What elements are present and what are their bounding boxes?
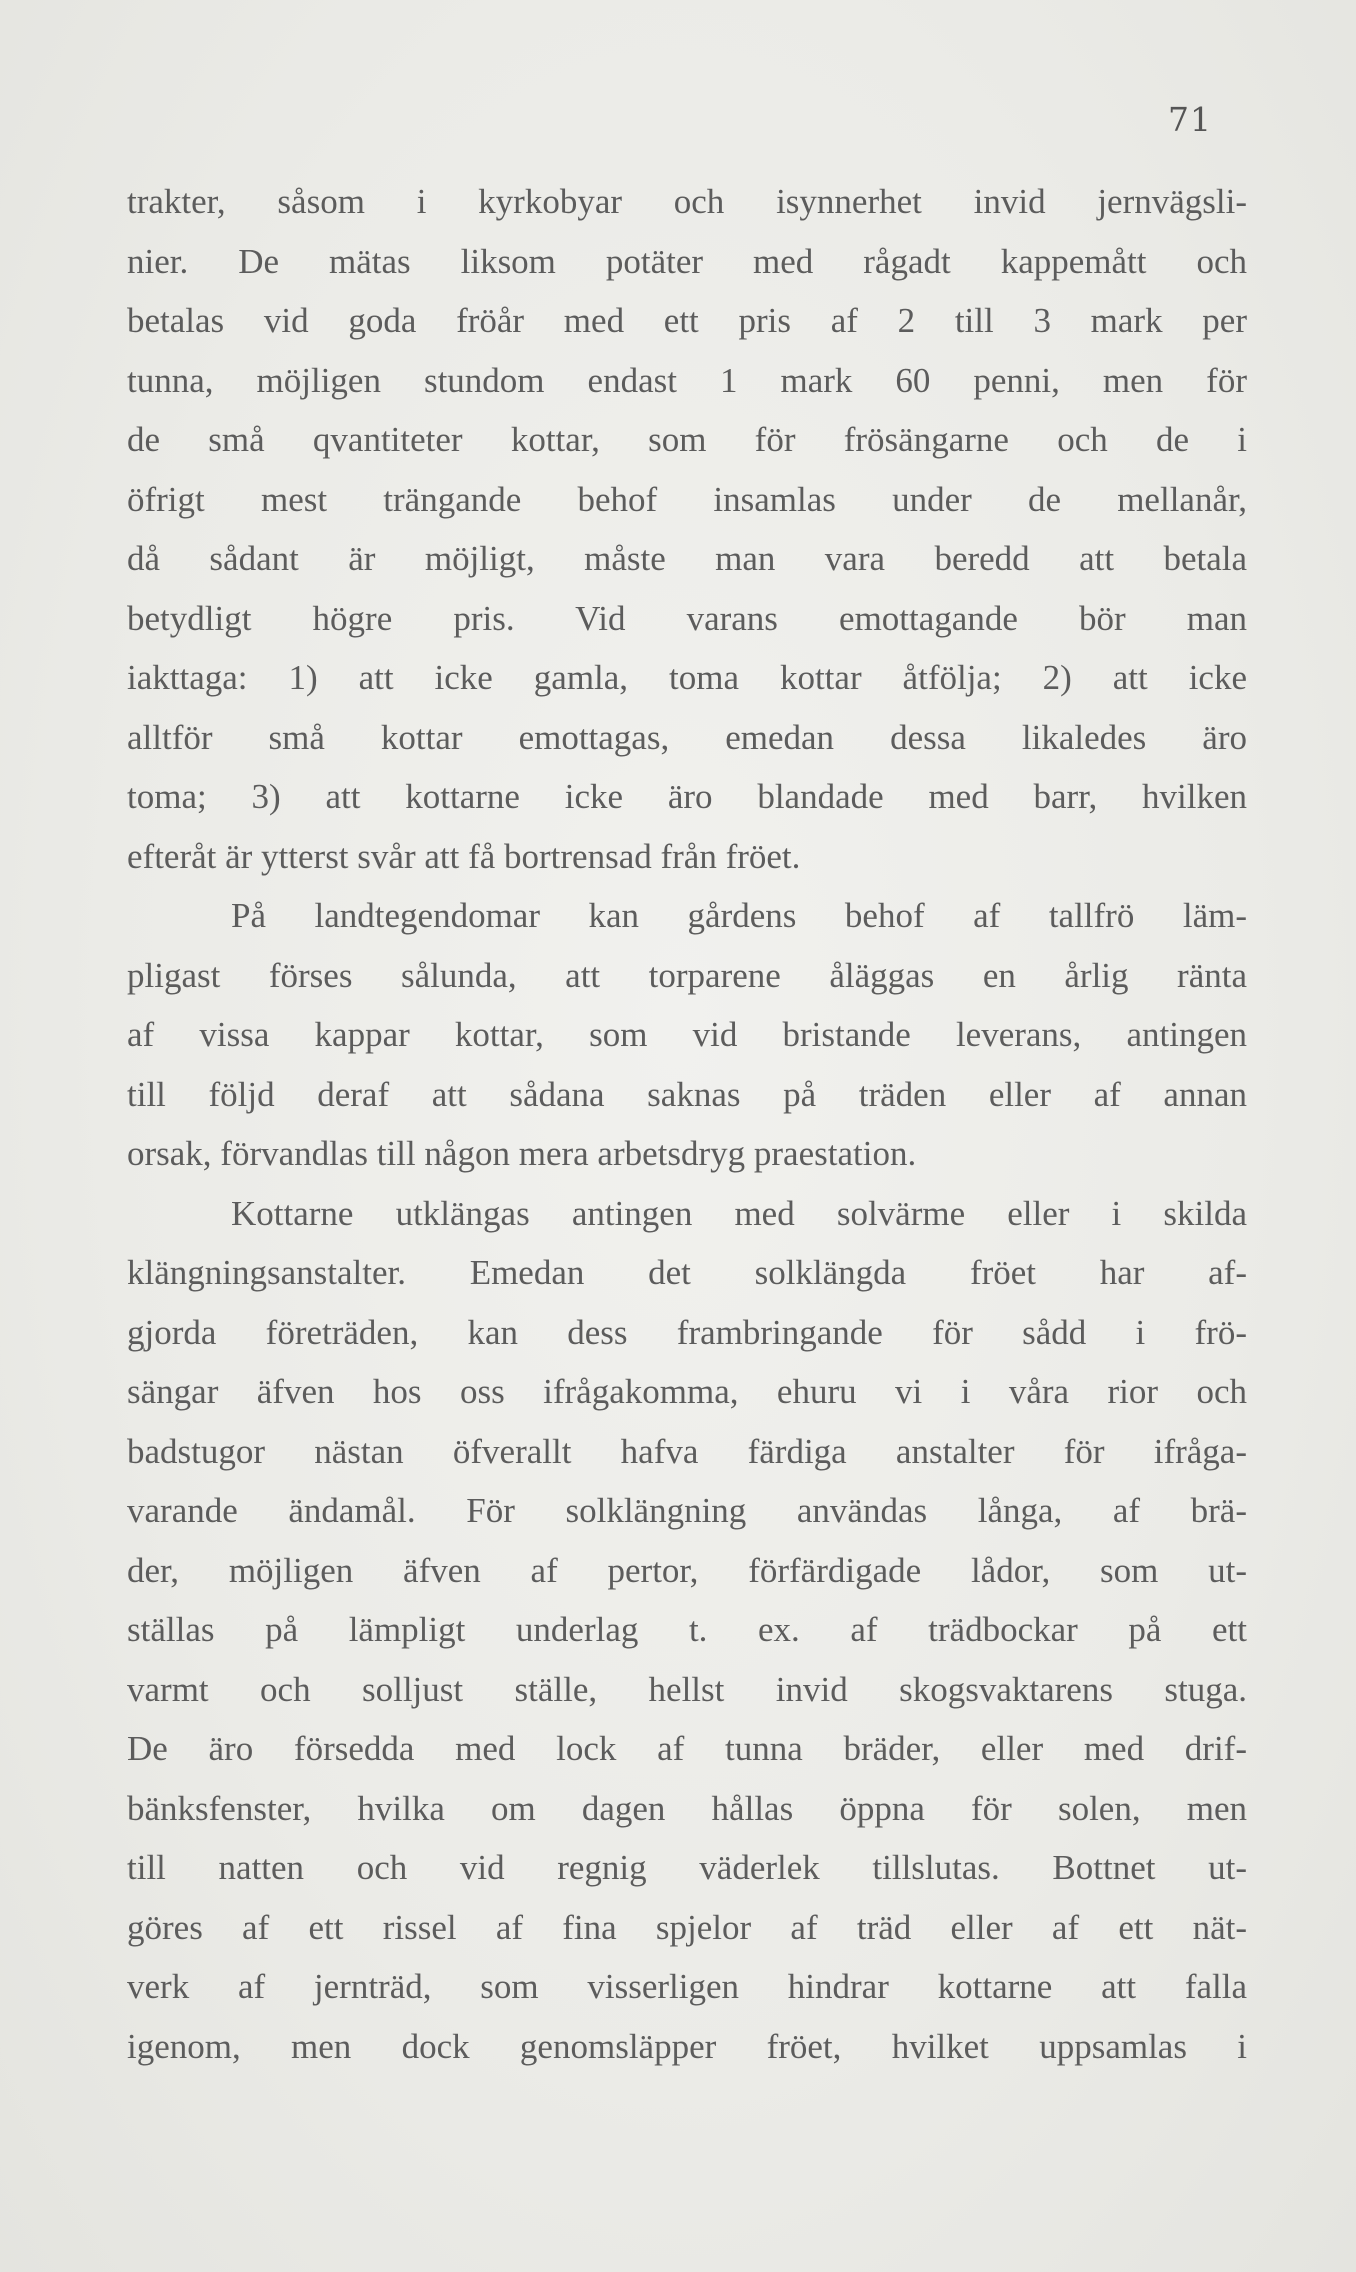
text-line: till natten och vid regnig väderlek tillslutas. Bottnet ut- — [127, 1848, 1247, 1887]
text-line: då sådant är möjligt, måste man vara beredd att betala — [127, 539, 1247, 578]
text-line: badstugor nästan öfverallt hafva färdiga anstalter för ifråga- — [127, 1431, 1247, 1471]
text-line: orsak, förvandlas till någon mera arbetsdryg praestation. — [127, 1134, 917, 1173]
text-line: varmt och solljust ställe, hellst invid skogsvaktarens stuga. — [127, 1669, 1247, 1709]
text-line: till följd deraf att sådana saknas på träden eller af annan — [127, 1074, 1247, 1114]
text-line: bänksfenster, hvilka om dagen hållas öppna för solen, men — [127, 1788, 1247, 1828]
text-line: af vissa kappar kottar, som vid bristande leverans, antingen — [127, 1015, 1247, 1054]
text-line: gjorda företräden, kan dess frambringande för sådd i frö- — [127, 1312, 1247, 1352]
text-line: klängningsanstalter. Emedan det solklängda fröet har af- — [127, 1253, 1247, 1292]
text-line: iakttaga: 1) att icke gamla, toma kottar åtfölja; 2) att icke — [127, 658, 1247, 697]
text-line: alltför små kottar emottagas, emedan dessa likaledes äro — [127, 717, 1247, 757]
body-text — [127, 172, 1247, 2076]
text-line: de små qvantiteter kottar, som för frösängarne och de i — [127, 420, 1247, 459]
text-line: öfrigt mest trängande behof insamlas under de mellanår, — [127, 479, 1247, 519]
text-line: ställas på lämpligt underlag t. ex. af trädbockar på ett — [127, 1610, 1247, 1649]
text-line: efteråt är ytterst svår att få bortrensad från fröet. — [127, 836, 801, 876]
text-line: tunna, möjligen stundom endast 1 mark 60 penni, men för — [127, 360, 1247, 400]
text-line: På landtegendomar kan gårdens behof af tallfrö läm- — [231, 896, 1247, 935]
text-line: betalas vid goda fröår med ett pris af 2 till 3 mark per — [127, 301, 1247, 340]
text-line: sängar äfven hos oss ifrågakomma, ehuru vi i våra rior och — [127, 1372, 1247, 1411]
text-line: pligast förses sålunda, att torparene åläggas en årlig ränta — [127, 955, 1247, 995]
text-line: der, möjligen äfven af pertor, förfärdigade lådor, som ut- — [127, 1550, 1247, 1590]
text-line: trakter, såsom i kyrkobyar och isynnerhet invid jernvägsli- — [127, 182, 1247, 221]
text-line: betydligt högre pris. Vid varans emottagande bör man — [127, 598, 1247, 638]
text-line: verk af jernträd, som visserligen hindrar kottarne att falla — [127, 1967, 1247, 2006]
text-line: igenom, men dock genomsläpper fröet, hvilket uppsamlas i — [127, 2026, 1247, 2066]
text-line: varande ändamål. För solklängning användas långa, af brä- — [127, 1491, 1247, 1530]
page-number: 71 — [1168, 100, 1212, 139]
text-line: nier. De mätas liksom potäter med rågadt kappemått och — [127, 241, 1247, 281]
text-line: De äro försedda med lock af tunna bräder, eller med drif- — [127, 1729, 1247, 1768]
text-line: göres af ett rissel af fina spjelor af träd eller af ett nät- — [127, 1907, 1247, 1947]
text-line: toma; 3) att kottarne icke äro blandade med barr, hvilken — [127, 777, 1247, 816]
text-line: Kottarne utklängas antingen med solvärme eller i skilda — [231, 1193, 1247, 1233]
